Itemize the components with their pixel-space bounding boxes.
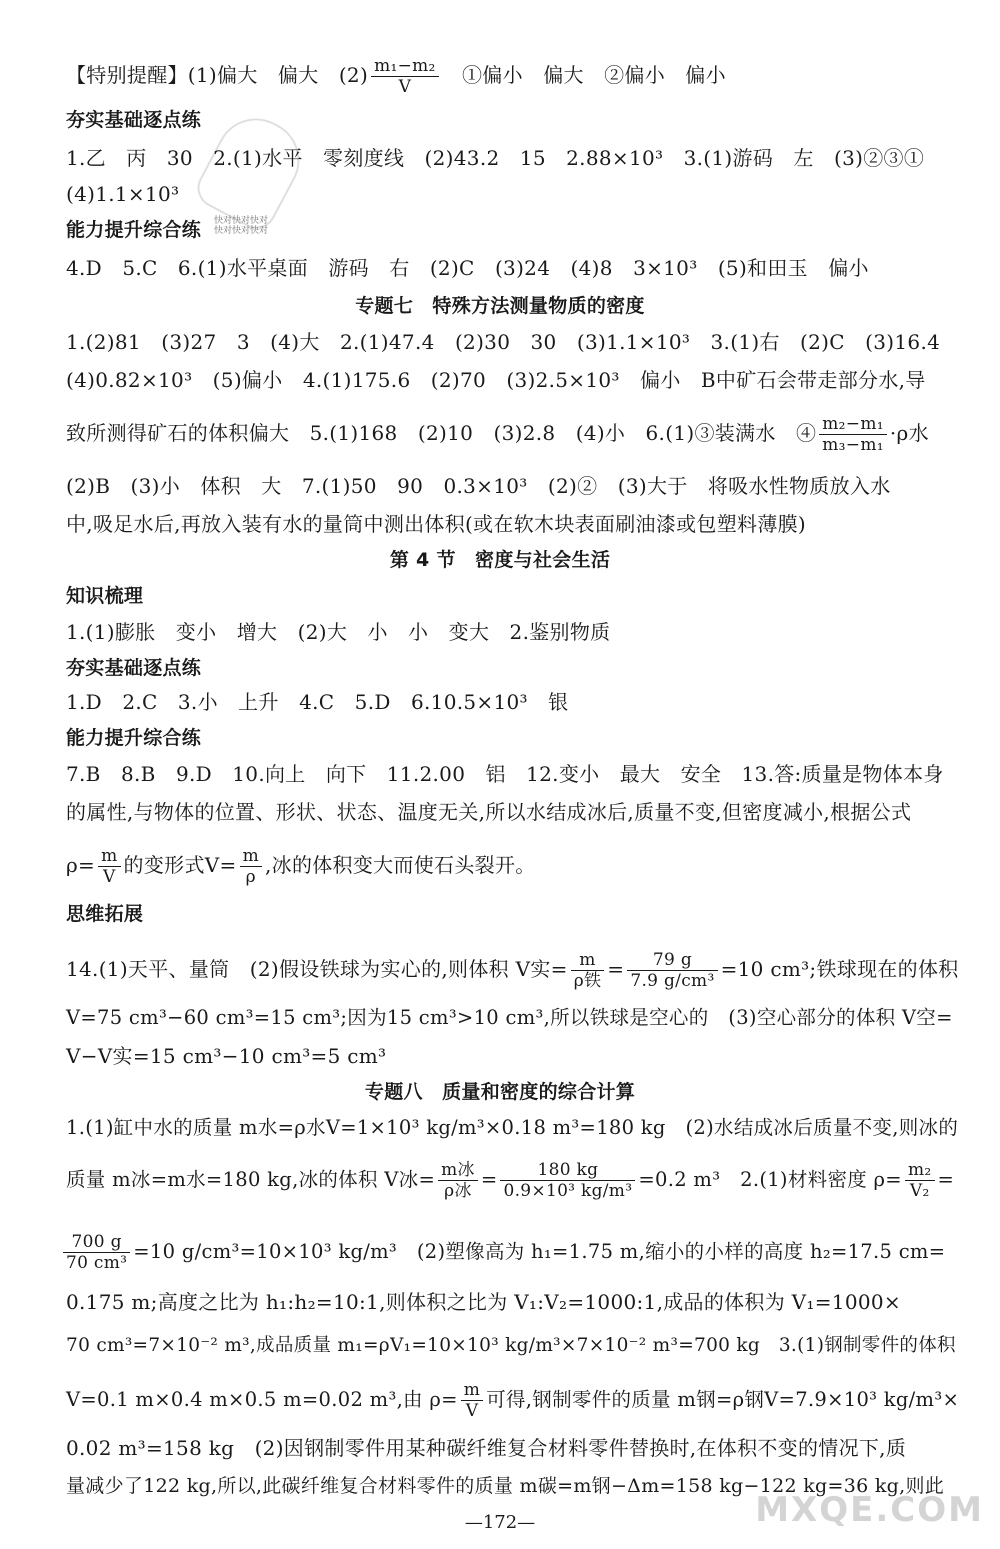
topic-title: 专题八 质量和密度的综合计算	[364, 1081, 636, 1103]
answer-line: 1.(2)81 (3)27 3 (4)大 2.(1)47.4 (2)30 30 (3)1.1×10³ 3.(1)右 (2)C (3)16.4	[66, 330, 941, 354]
topic-title: 专题七 特殊方法测量物质的密度	[355, 295, 645, 317]
answer-line: 1.(1)缸中水的质量 m水=ρ水V=1×10³ kg/m³×0.18 m³=180 kg (2)水结成冰后质量不变,则冰的	[66, 1116, 959, 1139]
answer-line: 质量 m冰=m水=180 kg,冰的体积 V冰= $\frac{\text{m冰}}{\text{ρ冰}}$ = $\frac{180 kg}{\text{0.9×10³ kg/m³}}$ =0.2 m³ 2.(1)材料密度 ρ= $\frac{\text{m₂}}{\text{V₂}}$ =	[66, 1160, 955, 1201]
answer-line: V=75 cm³−60 cm³=15 cm³;因为15 cm³>10 cm³,所以铁球是空心的 (3)空心部分的体积 V空=	[66, 1006, 953, 1029]
answer-line: V=0.1 m×0.4 m×0.5 m=0.02 m³,由 ρ= $\frac{m}{V}$ 可得,钢制零件的质量 m钢=ρ钢V=7.9×10³ kg/m³×	[66, 1380, 960, 1421]
answer-line: ρ= $\frac{m}{V}$ 的变形式V= $\frac{m}{\rho}$ ,冰的体积变大而使石头裂开。	[66, 846, 536, 887]
answer-line: 1.D 2.C 3.小 上升 4.C 5.D 6.10.5×10³ 银	[66, 690, 569, 714]
answer-line: 4.D 5.C 6.(1)水平桌面 游码 右 (2)C (3)24 (4)8 3×10³ (5)和田玉 偏小	[66, 256, 869, 280]
answer-line: 14.(1)天平、量筒 (2)假设铁球为实心的,则体积 V实= $\frac{m}{\text{ρ铁}}$ = $\frac{79 g}{\text{7.9 g/cm³}}$ =10 cm³;铁球现在的体积	[66, 950, 959, 991]
answer-line: (4)1.1×10³	[66, 182, 180, 206]
section-heading: 能力提升综合练	[66, 219, 202, 241]
answer-line: 1.乙 丙 30 2.(1)水平 零刻度线 (2)43.2 15 2.88×10³ 3.(1)游码 左 (3)②③①	[66, 146, 925, 170]
section-heading: 能力提升综合练	[66, 727, 202, 749]
answer-line: 的属性,与物体的位置、形状、状态、温度无关,所以水结成冰后,质量不变,但密度减小,根据公式	[66, 800, 912, 824]
stamp-text: 快对快对快对 快对快对快对	[214, 216, 269, 236]
special-reminder-line: 【特别提醒】(1)偏大 偏大 (2) $\frac{\text{m₁−m₂}}{V}$ ①偏小 偏大 ②偏小 偏小	[66, 56, 726, 97]
section-heading: 夯实基础逐点练	[66, 109, 202, 131]
answer-line: 0.175 m;高度之比为 h₁:h₂=10:1,则体积之比为 V₁:V₂=1000:1,成品的体积为 V₁=1000×	[66, 1290, 901, 1314]
answer-line: (4)0.82×10³ (5)偏小 4.(1)175.6 (2)70 (3)2.5×10³ 偏小 B中矿石会带走部分水,导	[66, 368, 926, 392]
answer-line: $\frac{700 g}{\text{70 cm³}}$ =10 g/cm³=10×10³ kg/m³ (2)塑像高为 h₁=1.75 m,缩小的小样的高度 h₂=17.5 cm=	[60, 1232, 960, 1273]
section-heading: 思维拓展	[66, 903, 144, 925]
answer-line: 1.(1)膨胀 变小 增大 (2)大 小 小 变大 2.鉴别物质	[66, 620, 611, 644]
answer-line: 0.02 m³=158 kg (2)因钢制零件用某种碳纤维复合材料零件替换时,在体积不变的情况下,质	[66, 1436, 907, 1460]
answer-line: 致所测得矿石的体积偏大 5.(1)168 (2)10 (3)2.8 (4)小 6.(1)③装满水 ④ $\frac{\text{m₂−m₁}}{\text{m₃−m₁}}$ ·ρ水	[66, 414, 929, 455]
answer-line: 7.B 8.B 9.D 10.向上 向下 11.2.00 铝 12.变小 最大 安全 13.答:质量是物体本身	[66, 762, 944, 786]
answer-line: 70 cm³=7×10⁻² m³,成品质量 m₁=ρV₁=10×10³ kg/m³×7×10⁻² m³=700 kg 3.(1)钢制零件的体积	[66, 1335, 956, 1356]
section-title: 第 4 节 密度与社会生活	[389, 549, 611, 571]
section-heading: 知识梳理	[66, 585, 144, 607]
section-heading: 夯实基础逐点练	[66, 657, 202, 679]
answer-line: 中,吸足水后,再放入装有水的量筒中测出体积(或在软木块表面刷油漆或包塑料薄膜)	[66, 512, 807, 536]
answer-line: V−V实=15 cm³−10 cm³=5 cm³	[66, 1044, 387, 1068]
watermark: MXQE.COM	[755, 1490, 984, 1530]
page-number: —172—	[464, 1512, 536, 1533]
answer-line: (2)B (3)小 体积 大 7.(1)50 90 0.3×10³ (2)② (3)大于 将吸水性物质放入水	[66, 474, 891, 498]
answer-line: 量减少了122 kg,所以,此碳纤维复合材料零件的质量 m碳=m钢−Δm=158 kg−122 kg=36 kg,则此	[66, 1475, 945, 1497]
